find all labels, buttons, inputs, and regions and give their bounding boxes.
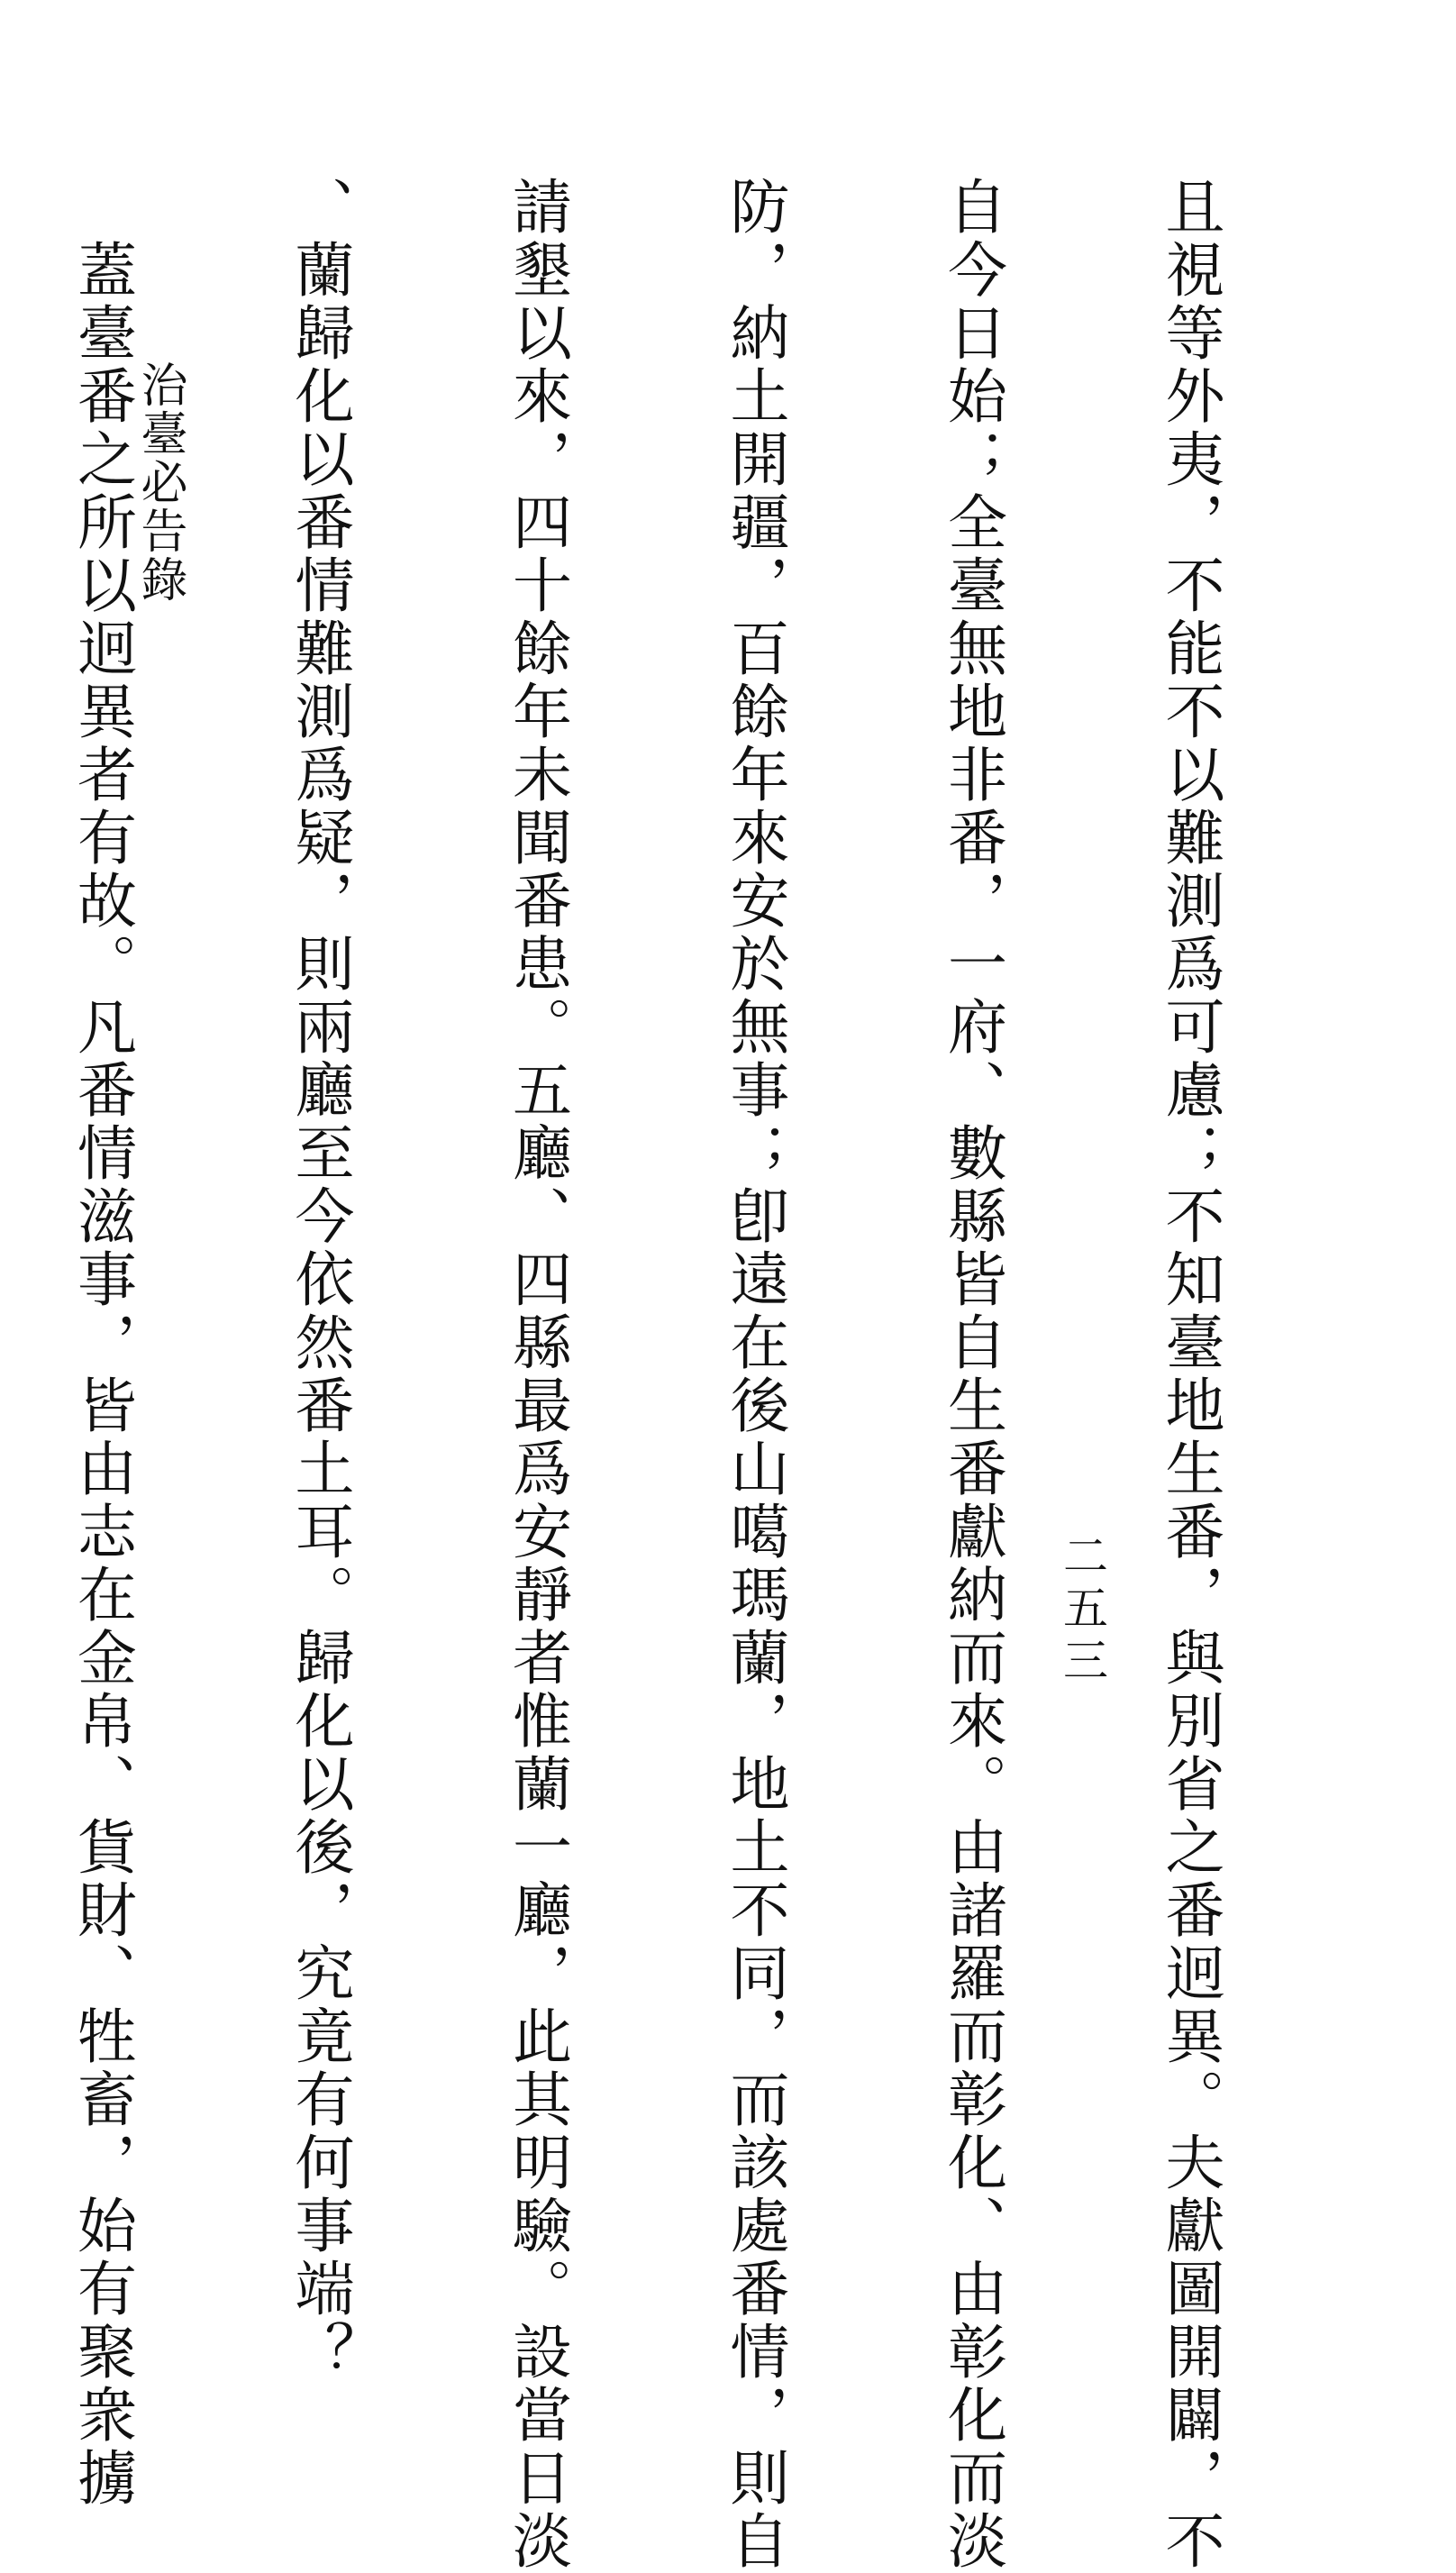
running-title: 治臺必告錄 <box>132 360 187 604</box>
text-column: 自今日始；全臺無地非番，一府、數縣皆自生番獻納而來。由諸羅而彰化、由彰化而淡 <box>937 176 1007 2573</box>
text-column: 且視等外夷，不能不以難測爲可慮；不知臺地生番，與別省之番迥異。夫獻圖開闢，不 <box>1155 176 1224 2573</box>
page-number: 二五三 <box>1056 1532 1108 1689</box>
text-column: 、蘭歸化以番情難測爲疑，則兩廳至今依然番土耳。歸化以後，究竟有何事端？ <box>285 176 354 2384</box>
text-column: 蓋臺番之所以迥異者有故。凡番情滋事，皆由志在金帛、貨財、牲畜，始有聚衆擄 <box>67 176 137 2510</box>
body-text <box>0 176 1370 2573</box>
text-column: 防，納土開疆，百餘年來安於無事；卽遠在後山噶瑪蘭，地土不同，而該處番情，則自 <box>720 176 789 2573</box>
text-column: 請墾以來，四十餘年未聞番患。五廳、四縣最爲安靜者惟蘭一廳，此其明驗。設當日淡 <box>502 176 572 2573</box>
